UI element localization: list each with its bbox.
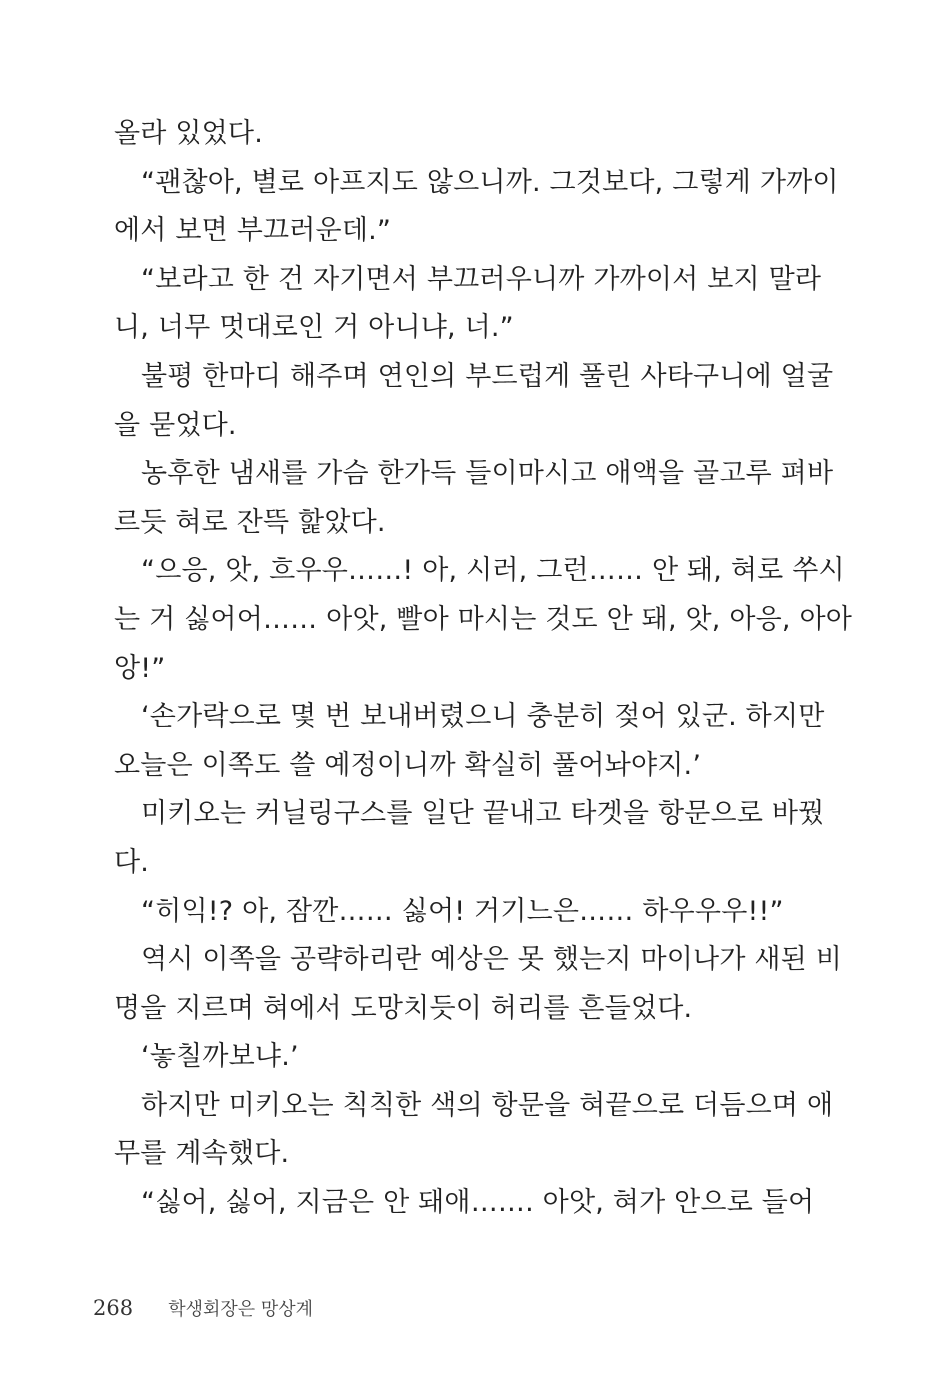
page-number: 268 [93, 1296, 134, 1320]
text-line: 농후한 냄새를 가슴 한가득 들이마시고 애액을 골고루 펴바 [141, 458, 834, 490]
book-title: 학생회장은 망상계 [168, 1299, 314, 1320]
text-line: 미키오는 커닐링구스를 일단 끝내고 타겟을 항문으로 바꿨 [141, 798, 825, 830]
text-line: “괜찮아, 별로 아프지도 않으니까. 그것보다, 그렇게 가까이 [141, 166, 839, 198]
page-footer [93, 1292, 313, 1324]
text-line: 는 거 싫어어…… 아앗, 빨아 마시는 것도 안 돼, 앗, 아응, 아아 [114, 603, 853, 635]
text-line: 니, 너무 멋대로인 거 아니냐, 너.” [114, 312, 514, 344]
text-line: 불평 한마디 해주며 연인의 부드럽게 풀린 사타구니에 얼굴 [141, 360, 834, 392]
text-line: 하지만 미키오는 칙칙한 색의 항문을 혀끝으로 더듬으며 애 [141, 1089, 834, 1121]
page-text [114, 110, 853, 1228]
text-line: 무를 계속했다. [114, 1138, 290, 1170]
text-line: “히익!? 아, 잠깐…… 싫어! 거기느은…… 하우우우!!” [141, 895, 784, 927]
text-line: 명을 지르며 혀에서 도망치듯이 허리를 흔들었다. [114, 992, 693, 1024]
text-line: “으응, 앗, 흐우우……! 아, 시러, 그런…… 안 돼, 혀로 쑤시 [141, 555, 845, 587]
text-line: 올라 있었다. [114, 118, 263, 149]
text-line: “보라고 한 건 자기면서 부끄러우니까 가까이서 보지 말라 [141, 263, 822, 295]
text-line: 을 묻었다. [114, 409, 237, 441]
text-line: 에서 보면 부끄러운데.” [114, 215, 392, 247]
text-line: ‘놓칠까보냐.’ [141, 1041, 299, 1073]
text-line: 르듯 혀로 잔뜩 핥았다. [114, 506, 386, 538]
text-line: 역시 이쪽을 공략하리란 예상은 못 했는지 마이나가 새된 비 [141, 944, 843, 976]
text-line: 앙!” [114, 652, 166, 684]
text-line: ‘손가락으로 몇 번 보내버렸으니 충분히 젖어 있군. 하지만 [141, 701, 825, 733]
text-line: 오늘은 이쪽도 쓸 예정이니까 확실히 풀어놔야지.’ [114, 749, 702, 781]
text-line: 다. [114, 846, 150, 878]
text-line: “싫어, 싫어, 지금은 안 돼애……. 아앗, 혀가 안으로 들어 [141, 1187, 815, 1219]
